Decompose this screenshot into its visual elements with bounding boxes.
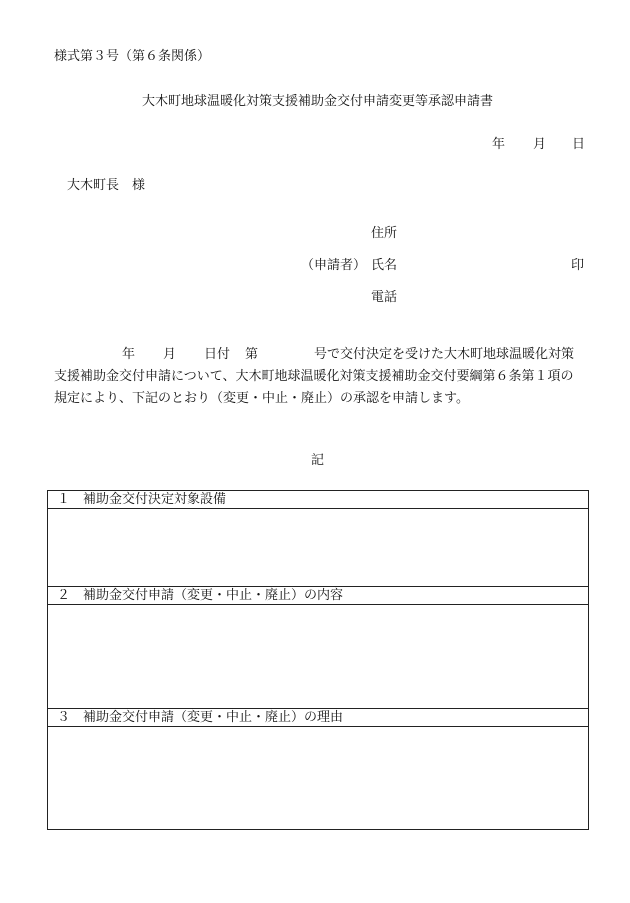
date-day-label: 日 <box>572 137 586 152</box>
paragraph-line-1-rest: 号で交付決定を受けた大木町地球温暖化対策 <box>314 347 575 362</box>
form-number: 様式第３号（第６条関係） <box>54 49 211 64</box>
document-title: 大木町地球温暖化対策支援補助金交付申請変更等承認申請書 <box>142 94 494 109</box>
approval-no-label: 第 <box>245 347 259 362</box>
approval-month-label: 月 <box>163 347 177 362</box>
section-2-body[interactable] <box>48 605 588 708</box>
paragraph-line-2: 支援補助金交付申請について、大木町地球温暖化対策支援補助金交付要綱第６条第１項の <box>54 369 574 384</box>
section-3-body[interactable] <box>48 727 588 829</box>
section-2-header: ２ 補助金交付申請（変更・中止・廃止）の内容 <box>48 587 588 605</box>
section-3-header: ３ 補助金交付申請（変更・中止・廃止）の理由 <box>48 709 588 727</box>
section-1-body[interactable] <box>48 509 588 586</box>
applicant-role: （申請者） <box>301 258 367 273</box>
ki-heading: 記 <box>311 453 325 468</box>
address-label: 住所 <box>371 226 398 241</box>
section-1-header: １ 補助金交付決定対象設備 <box>48 491 588 509</box>
approval-year-label: 年 <box>122 347 136 362</box>
paragraph-line-3: 規定により、下記のとおり（変更・中止・廃止）の承認を申請します。 <box>54 391 469 406</box>
name-label: 氏名 <box>371 258 398 273</box>
details-table <box>47 490 589 830</box>
date-year-label: 年 <box>492 137 506 152</box>
addressee: 大木町長 様 <box>67 178 146 193</box>
approval-day-label: 日付 <box>204 347 231 362</box>
phone-label: 電話 <box>371 290 398 305</box>
seal-label: 印 <box>571 258 585 273</box>
date-month-label: 月 <box>533 137 547 152</box>
